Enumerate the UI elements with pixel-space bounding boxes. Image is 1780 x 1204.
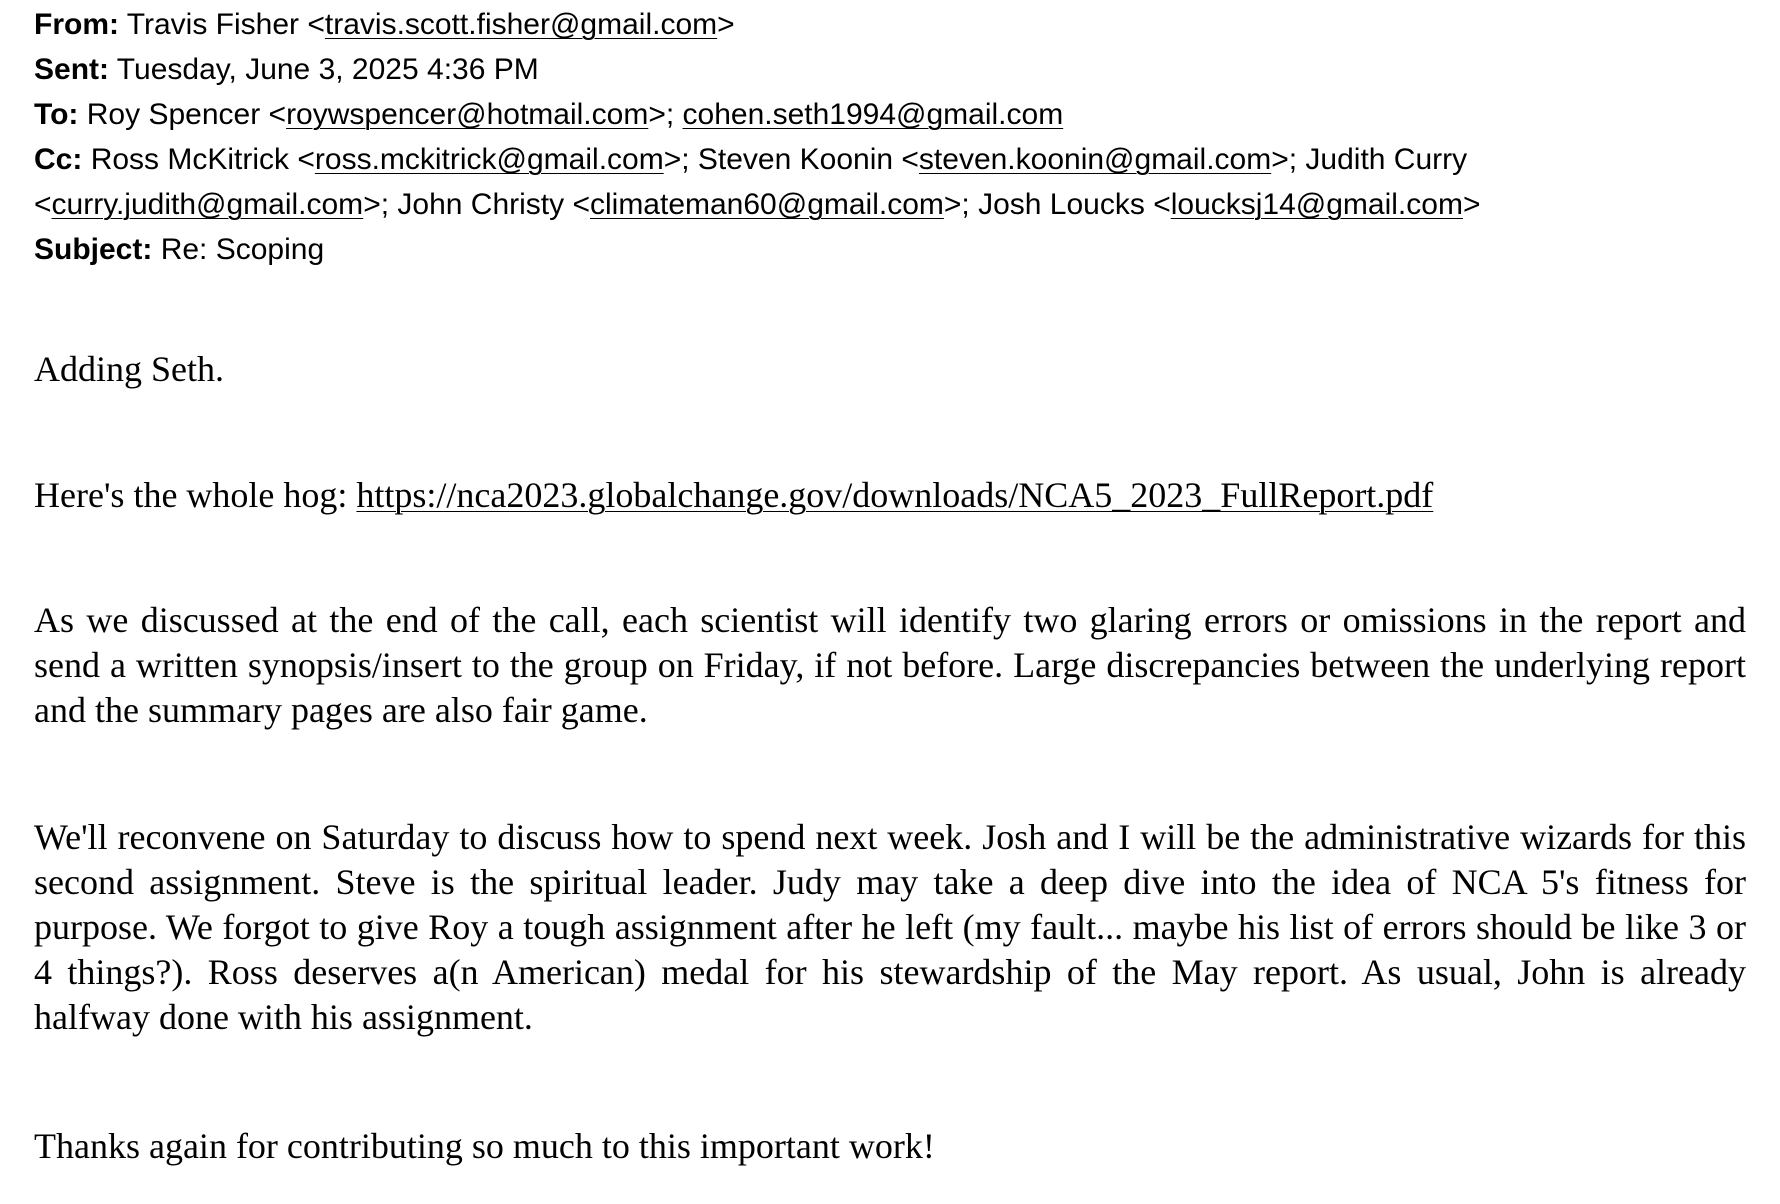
to-line: To: Roy Spencer <roywspencer@hotmail.com>; cohen.seth1994@gmail.com: [34, 98, 1064, 131]
cc-recipient-name: Steven Koonin: [697, 143, 894, 176]
body-paragraph: Adding Seth.: [34, 349, 225, 389]
from-line: From: Travis Fisher <travis.scott.fisher@gmail.com>: [34, 8, 735, 41]
subject-value: Re: Scoping: [160, 233, 325, 266]
cc-recipient-name: Ross McKitrick: [90, 143, 290, 176]
cc-recipient-name: Judith Curry: [1305, 143, 1468, 176]
to-recipient-name: Roy Spencer: [86, 98, 261, 131]
from-name: Travis Fisher: [126, 8, 300, 41]
email-header: [34, 2, 1746, 272]
body-paragraph: Thanks again for contributing so much to this important work!: [34, 1126, 935, 1166]
from-label: From:: [34, 8, 119, 41]
sent-label: Sent:: [34, 53, 109, 86]
sent-line: [34, 47, 1746, 92]
report-link[interactable]: https://nca2023.globalchange.gov/downloads/NCA5_2023_FullReport.pdf: [356, 475, 1434, 515]
body-paragraph: We'll reconvene on Saturday to discuss how to spend next week. Josh and I will be the administrative wizards for this second assignment. Steve is the spiritual leader. Judy may take a deep dive into the idea of NCA 5's fitness for purpose. We forgot to give Roy a tough assignment after he left (my fault... maybe his list of errors should be like 3 or 4 things?). Ross deserves a(n American) medal for his stewardship of the May report. As usual, John is already halfway done with his assignment.: [34, 817, 1746, 1037]
to-label: To:: [34, 98, 79, 131]
cc-recipient-email-link[interactable]: curry.judith@gmail.com: [51, 188, 364, 221]
cc-recipient-email-link[interactable]: ross.mckitrick@gmail.com: [314, 143, 664, 176]
subject-label: Subject:: [34, 233, 153, 266]
link-prefix-text: Here's the whole hog:: [34, 475, 348, 515]
body-paragraph-link: [34, 473, 1433, 518]
body-paragraph: As we discussed at the end of the call, each scientist will identify two glaring errors or omissions in the report and send a written synopsis/insert to the group on Friday, if not before. Large discrepancies between the underlying report and the summary pages are also fair game.: [34, 600, 1746, 730]
to-recipient-email-link[interactable]: roywspencer@hotmail.com: [286, 98, 649, 131]
cc-label: Cc:: [34, 143, 83, 176]
from-email-link[interactable]: travis.scott.fisher@gmail.com: [324, 8, 718, 41]
cc-line: Cc: Ross McKitrick <ross.mckitrick@gmail.com>; Steven Koonin <steven.koonin@gmail.com>; Judith Curry: [34, 143, 1468, 176]
sent-value: Tuesday, June 3, 2025 4:36 PM: [116, 53, 539, 86]
to-recipient-email-link[interactable]: cohen.seth1994@gmail.com: [682, 98, 1064, 131]
cc-line-continued: <curry.judith@gmail.com>; John Christy <climateman60@gmail.com>; Josh Loucks <loucksj14@gmail.com>: [34, 188, 1481, 221]
cc-recipient-email-link[interactable]: climateman60@gmail.com: [589, 188, 944, 221]
cc-recipient-email-link[interactable]: steven.koonin@gmail.com: [918, 143, 1272, 176]
cc-recipient-name: John Christy: [397, 188, 565, 221]
cc-recipient-email-link[interactable]: loucksj14@gmail.com: [1170, 188, 1463, 221]
cc-recipient-name: Josh Loucks: [978, 188, 1145, 221]
subject-line: [34, 227, 1746, 272]
email-document: [34, 0, 1746, 1166]
